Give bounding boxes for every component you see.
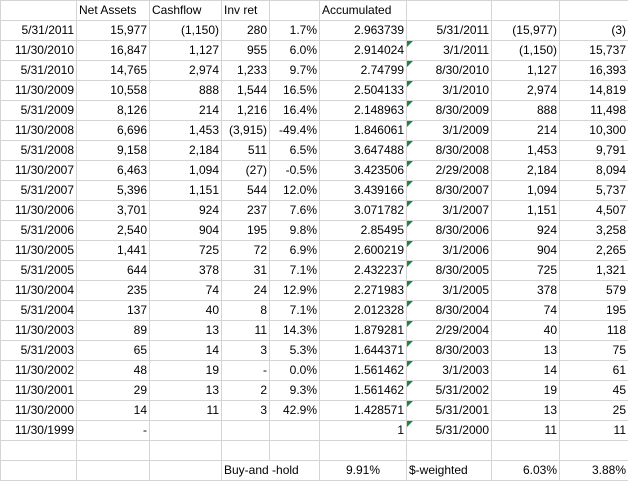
cashflow-cell[interactable]: 888 bbox=[150, 81, 222, 101]
flow-date-cell[interactable]: 8/30/2008 bbox=[407, 141, 492, 161]
flow-amount-cell[interactable]: (15,977) bbox=[492, 21, 560, 41]
running-value-cell[interactable]: 3,258 bbox=[560, 221, 628, 241]
return-pct-cell[interactable]: 7.1% bbox=[270, 261, 320, 281]
running-value-cell[interactable]: 5,737 bbox=[560, 181, 628, 201]
inv-ret-cell[interactable]: 8 bbox=[222, 301, 270, 321]
running-value-cell[interactable]: 9,791 bbox=[560, 141, 628, 161]
header-cell[interactable] bbox=[407, 1, 492, 21]
header-cell[interactable] bbox=[270, 1, 320, 21]
inv-ret-cell[interactable]: 2 bbox=[222, 381, 270, 401]
table-row bbox=[1, 241, 628, 261]
running-value-cell[interactable]: 16,393 bbox=[560, 61, 628, 81]
inv-ret-cell[interactable]: 511 bbox=[222, 141, 270, 161]
flow-date-cell[interactable]: 5/31/2001 bbox=[407, 401, 492, 421]
empty-cell[interactable] bbox=[150, 461, 222, 481]
return-pct-cell[interactable]: 9.7% bbox=[270, 61, 320, 81]
date-cell[interactable]: 11/30/1999 bbox=[1, 421, 77, 441]
empty-cell[interactable] bbox=[77, 461, 150, 481]
difference-value[interactable]: 3.88% bbox=[560, 461, 628, 481]
flow-date-cell[interactable]: 5/31/2002 bbox=[407, 381, 492, 401]
running-value-cell[interactable]: 14,819 bbox=[560, 81, 628, 101]
return-pct-cell[interactable]: 6.5% bbox=[270, 141, 320, 161]
running-value-cell[interactable]: 15,737 bbox=[560, 41, 628, 61]
running-value-cell[interactable]: 75 bbox=[560, 341, 628, 361]
accumulated-cell[interactable]: 2.914024 bbox=[320, 41, 407, 61]
inv-ret-cell[interactable]: (27) bbox=[222, 161, 270, 181]
accumulated-cell[interactable]: 3.647488 bbox=[320, 141, 407, 161]
flow-amount-cell[interactable]: 11 bbox=[492, 421, 560, 441]
date-cell[interactable]: 5/31/2004 bbox=[1, 301, 77, 321]
flow-date-cell[interactable]: 3/1/2003 bbox=[407, 361, 492, 381]
table-row bbox=[1, 261, 628, 281]
flow-date-cell[interactable]: 8/30/2003 bbox=[407, 341, 492, 361]
date-cell[interactable]: 11/30/2000 bbox=[1, 401, 77, 421]
return-pct-cell[interactable]: 12.0% bbox=[270, 181, 320, 201]
inv-ret-cell[interactable]: 1,216 bbox=[222, 101, 270, 121]
flow-date-cell[interactable]: 5/31/2000 bbox=[407, 421, 492, 441]
cashflow-cell[interactable]: 11 bbox=[150, 401, 222, 421]
inv-ret-cell[interactable]: 31 bbox=[222, 261, 270, 281]
data-rows bbox=[1, 21, 628, 441]
empty-cell[interactable] bbox=[270, 441, 320, 461]
return-pct-cell[interactable]: 9.3% bbox=[270, 381, 320, 401]
flow-amount-cell[interactable]: 888 bbox=[492, 101, 560, 121]
cashflow-cell[interactable]: 214 bbox=[150, 101, 222, 121]
net-assets-cell[interactable]: 6,696 bbox=[77, 121, 150, 141]
inv-ret-cell[interactable]: 1,233 bbox=[222, 61, 270, 81]
return-pct-cell[interactable]: -49.4% bbox=[270, 121, 320, 141]
flow-amount-cell[interactable]: 924 bbox=[492, 221, 560, 241]
date-cell[interactable]: 5/31/2006 bbox=[1, 221, 77, 241]
table-row bbox=[1, 421, 628, 441]
cashflow-cell[interactable]: 378 bbox=[150, 261, 222, 281]
running-value-cell[interactable]: 11,498 bbox=[560, 101, 628, 121]
cashflow-cell[interactable]: 1,151 bbox=[150, 181, 222, 201]
return-pct-cell[interactable]: 14.3% bbox=[270, 321, 320, 341]
net-assets-cell[interactable]: - bbox=[77, 421, 150, 441]
flow-date-cell[interactable]: 3/1/2005 bbox=[407, 281, 492, 301]
inv-ret-cell[interactable]: 195 bbox=[222, 221, 270, 241]
net-assets-cell[interactable]: 2,540 bbox=[77, 221, 150, 241]
header-cell[interactable] bbox=[560, 1, 628, 21]
date-cell[interactable]: 11/30/2006 bbox=[1, 201, 77, 221]
return-pct-cell[interactable]: 0.0% bbox=[270, 361, 320, 381]
cashflow-cell[interactable]: 13 bbox=[150, 381, 222, 401]
flow-amount-cell[interactable]: 1,094 bbox=[492, 181, 560, 201]
flow-amount-cell[interactable]: 13 bbox=[492, 401, 560, 421]
inv-ret-cell[interactable]: - bbox=[222, 361, 270, 381]
flow-date-cell[interactable]: 8/30/2006 bbox=[407, 221, 492, 241]
flow-date-cell[interactable]: 8/30/2009 bbox=[407, 101, 492, 121]
net-assets-cell[interactable]: 644 bbox=[77, 261, 150, 281]
running-value-cell[interactable]: 195 bbox=[560, 301, 628, 321]
return-pct-cell[interactable]: 7.1% bbox=[270, 301, 320, 321]
accumulated-cell[interactable]: 3.071782 bbox=[320, 201, 407, 221]
table-row bbox=[1, 141, 628, 161]
flow-amount-cell[interactable]: 1,151 bbox=[492, 201, 560, 221]
cashflow-cell[interactable]: 74 bbox=[150, 281, 222, 301]
empty-cell[interactable] bbox=[560, 441, 628, 461]
net-assets-cell[interactable]: 8,126 bbox=[77, 101, 150, 121]
flow-amount-cell[interactable]: 1,453 bbox=[492, 141, 560, 161]
date-cell[interactable]: 11/30/2003 bbox=[1, 321, 77, 341]
date-cell[interactable]: 11/30/2001 bbox=[1, 381, 77, 401]
header-net-assets[interactable]: Net Assets bbox=[77, 1, 150, 21]
empty-cell[interactable] bbox=[77, 441, 150, 461]
running-value-cell[interactable]: 1,321 bbox=[560, 261, 628, 281]
table-row bbox=[1, 81, 628, 101]
running-value-cell[interactable]: 8,094 bbox=[560, 161, 628, 181]
table-row bbox=[1, 61, 628, 81]
flow-amount-cell[interactable]: 2,184 bbox=[492, 161, 560, 181]
flow-date-cell[interactable]: 3/1/2009 bbox=[407, 121, 492, 141]
empty-cell[interactable] bbox=[1, 441, 77, 461]
table-row bbox=[1, 381, 628, 401]
accumulated-cell[interactable]: 1.879281 bbox=[320, 321, 407, 341]
summary-row bbox=[1, 461, 628, 481]
table-row bbox=[1, 341, 628, 361]
net-assets-cell[interactable]: 9,158 bbox=[77, 141, 150, 161]
inv-ret-cell[interactable]: 1,544 bbox=[222, 81, 270, 101]
net-assets-cell[interactable]: 5,396 bbox=[77, 181, 150, 201]
net-assets-cell[interactable]: 6,463 bbox=[77, 161, 150, 181]
accumulated-cell[interactable]: 2.504133 bbox=[320, 81, 407, 101]
return-pct-cell[interactable]: 12.9% bbox=[270, 281, 320, 301]
header-cell[interactable] bbox=[1, 1, 77, 21]
net-assets-cell[interactable]: 65 bbox=[77, 341, 150, 361]
flow-amount-cell[interactable]: 40 bbox=[492, 321, 560, 341]
flow-date-cell[interactable]: 8/30/2005 bbox=[407, 261, 492, 281]
flow-amount-cell[interactable]: 14 bbox=[492, 361, 560, 381]
return-pct-cell[interactable] bbox=[270, 421, 320, 441]
cashflow-cell[interactable]: 2,974 bbox=[150, 61, 222, 81]
running-value-cell[interactable]: 61 bbox=[560, 361, 628, 381]
empty-cell[interactable] bbox=[492, 441, 560, 461]
header-cashflow[interactable]: Cashflow bbox=[150, 1, 222, 21]
cashflow-cell[interactable]: 13 bbox=[150, 321, 222, 341]
flow-amount-cell[interactable]: 19 bbox=[492, 381, 560, 401]
table-row bbox=[1, 281, 628, 301]
table-row bbox=[1, 201, 628, 221]
net-assets-cell[interactable]: 15,977 bbox=[77, 21, 150, 41]
net-assets-cell[interactable]: 29 bbox=[77, 381, 150, 401]
accumulated-cell[interactable]: 2.432237 bbox=[320, 261, 407, 281]
cashflow-cell[interactable]: 725 bbox=[150, 241, 222, 261]
inv-ret-cell[interactable]: 72 bbox=[222, 241, 270, 261]
flow-date-cell[interactable]: 8/30/2007 bbox=[407, 181, 492, 201]
date-cell[interactable]: 11/30/2004 bbox=[1, 281, 77, 301]
running-value-cell[interactable]: 579 bbox=[560, 281, 628, 301]
table-row bbox=[1, 21, 628, 41]
net-assets-cell[interactable]: 89 bbox=[77, 321, 150, 341]
accumulated-cell[interactable]: 2.600219 bbox=[320, 241, 407, 261]
return-pct-cell[interactable]: 6.0% bbox=[270, 41, 320, 61]
date-cell[interactable]: 11/30/2005 bbox=[1, 241, 77, 261]
empty-cell[interactable] bbox=[222, 441, 270, 461]
date-cell[interactable]: 5/31/2005 bbox=[1, 261, 77, 281]
date-cell[interactable]: 11/30/2002 bbox=[1, 361, 77, 381]
dollar-weighted-label[interactable]: $-weighted bbox=[407, 461, 492, 481]
cashflow-cell[interactable] bbox=[150, 421, 222, 441]
flow-amount-cell[interactable]: 214 bbox=[492, 121, 560, 141]
inv-ret-cell[interactable] bbox=[222, 421, 270, 441]
accumulated-cell[interactable]: 1.561462 bbox=[320, 381, 407, 401]
flow-amount-cell[interactable]: 1,127 bbox=[492, 61, 560, 81]
empty-cell[interactable] bbox=[1, 461, 77, 481]
running-value-cell[interactable]: 2,265 bbox=[560, 241, 628, 261]
table-row bbox=[1, 181, 628, 201]
return-pct-cell[interactable]: 6.9% bbox=[270, 241, 320, 261]
flow-amount-cell[interactable]: (1,150) bbox=[492, 41, 560, 61]
date-cell[interactable]: 11/30/2008 bbox=[1, 121, 77, 141]
empty-cell[interactable] bbox=[407, 441, 492, 461]
table-row bbox=[1, 41, 628, 61]
date-cell[interactable]: 11/30/2007 bbox=[1, 161, 77, 181]
accumulated-cell[interactable]: 2.012328 bbox=[320, 301, 407, 321]
flow-date-cell[interactable]: 3/1/2006 bbox=[407, 241, 492, 261]
flow-date-cell[interactable]: 5/31/2011 bbox=[407, 21, 492, 41]
cashflow-cell[interactable]: 924 bbox=[150, 201, 222, 221]
running-value-cell[interactable]: 4,507 bbox=[560, 201, 628, 221]
table-row bbox=[1, 161, 628, 181]
table-row bbox=[1, 301, 628, 321]
net-assets-cell[interactable]: 235 bbox=[77, 281, 150, 301]
table-row bbox=[1, 101, 628, 121]
date-cell[interactable]: 5/31/2009 bbox=[1, 101, 77, 121]
date-cell[interactable]: 11/30/2010 bbox=[1, 41, 77, 61]
cashflow-cell[interactable]: 19 bbox=[150, 361, 222, 381]
running-value-cell[interactable]: 45 bbox=[560, 381, 628, 401]
accumulated-cell[interactable]: 2.271983 bbox=[320, 281, 407, 301]
accumulated-cell[interactable]: 1.846061 bbox=[320, 121, 407, 141]
accumulated-cell[interactable]: 1.644371 bbox=[320, 341, 407, 361]
return-pct-cell[interactable]: 16.5% bbox=[270, 81, 320, 101]
cashflow-cell[interactable]: 904 bbox=[150, 221, 222, 241]
running-value-cell[interactable]: 11 bbox=[560, 421, 628, 441]
cashflow-cell[interactable]: 1,127 bbox=[150, 41, 222, 61]
return-pct-cell[interactable]: 5.3% bbox=[270, 341, 320, 361]
flow-amount-cell[interactable]: 74 bbox=[492, 301, 560, 321]
net-assets-cell[interactable]: 3,701 bbox=[77, 201, 150, 221]
net-assets-cell[interactable]: 1,441 bbox=[77, 241, 150, 261]
return-pct-cell[interactable]: -0.5% bbox=[270, 161, 320, 181]
flow-date-cell[interactable]: 3/1/2007 bbox=[407, 201, 492, 221]
date-cell[interactable]: 5/31/2008 bbox=[1, 141, 77, 161]
cashflow-cell[interactable]: 1,094 bbox=[150, 161, 222, 181]
empty-cell[interactable] bbox=[320, 441, 407, 461]
inv-ret-cell[interactable]: 3 bbox=[222, 341, 270, 361]
date-cell[interactable]: 5/31/2010 bbox=[1, 61, 77, 81]
empty-cell[interactable] bbox=[150, 441, 222, 461]
header-inv-ret[interactable]: Inv ret bbox=[222, 1, 270, 21]
inv-ret-cell[interactable]: 11 bbox=[222, 321, 270, 341]
cashflow-cell[interactable]: 2,184 bbox=[150, 141, 222, 161]
inv-ret-cell[interactable]: 24 bbox=[222, 281, 270, 301]
flow-date-cell[interactable]: 2/29/2004 bbox=[407, 321, 492, 341]
flow-amount-cell[interactable]: 725 bbox=[492, 261, 560, 281]
accumulated-cell[interactable]: 2.963739 bbox=[320, 21, 407, 41]
dollar-weighted-value[interactable]: 6.03% bbox=[492, 461, 560, 481]
return-pct-cell[interactable]: 7.6% bbox=[270, 201, 320, 221]
flow-date-cell[interactable]: 2/29/2008 bbox=[407, 161, 492, 181]
running-value-cell[interactable]: 25 bbox=[560, 401, 628, 421]
flow-date-cell[interactable]: 8/30/2010 bbox=[407, 61, 492, 81]
running-value-cell[interactable]: 118 bbox=[560, 321, 628, 341]
buy-hold-label[interactable]: Buy-and -hold bbox=[222, 461, 320, 481]
return-pct-cell[interactable]: 16.4% bbox=[270, 101, 320, 121]
net-assets-cell[interactable]: 137 bbox=[77, 301, 150, 321]
net-assets-cell[interactable]: 14,765 bbox=[77, 61, 150, 81]
net-assets-cell[interactable]: 14 bbox=[77, 401, 150, 421]
accumulated-cell[interactable]: 3.439166 bbox=[320, 181, 407, 201]
running-value-cell[interactable]: 10,300 bbox=[560, 121, 628, 141]
table-row bbox=[1, 121, 628, 141]
date-cell[interactable]: 5/31/2007 bbox=[1, 181, 77, 201]
header-accumulated[interactable]: Accumulated bbox=[320, 1, 407, 21]
inv-ret-cell[interactable]: 237 bbox=[222, 201, 270, 221]
net-assets-cell[interactable]: 16,847 bbox=[77, 41, 150, 61]
flow-amount-cell[interactable]: 2,974 bbox=[492, 81, 560, 101]
return-pct-cell[interactable]: 1.7% bbox=[270, 21, 320, 41]
table-row bbox=[1, 321, 628, 341]
accumulated-cell[interactable]: 2.74799 bbox=[320, 61, 407, 81]
inv-ret-cell[interactable]: 3 bbox=[222, 401, 270, 421]
return-pct-cell[interactable]: 9.8% bbox=[270, 221, 320, 241]
cashflow-cell[interactable]: 1,453 bbox=[150, 121, 222, 141]
inv-ret-cell[interactable]: (3,915) bbox=[222, 121, 270, 141]
accumulated-cell[interactable]: 1.561462 bbox=[320, 361, 407, 381]
header-cell[interactable] bbox=[492, 1, 560, 21]
net-assets-cell[interactable]: 48 bbox=[77, 361, 150, 381]
return-pct-cell[interactable]: 42.9% bbox=[270, 401, 320, 421]
flow-date-cell[interactable]: 8/30/2004 bbox=[407, 301, 492, 321]
accumulated-cell[interactable]: 2.85495 bbox=[320, 221, 407, 241]
date-cell[interactable]: 11/30/2009 bbox=[1, 81, 77, 101]
buy-hold-value[interactable]: 9.91% bbox=[320, 461, 407, 481]
table-row bbox=[1, 361, 628, 381]
accumulated-cell[interactable]: 1.428571 bbox=[320, 401, 407, 421]
flow-date-cell[interactable]: 3/1/2010 bbox=[407, 81, 492, 101]
flow-amount-cell[interactable]: 13 bbox=[492, 341, 560, 361]
inv-ret-cell[interactable]: 955 bbox=[222, 41, 270, 61]
date-cell[interactable]: 5/31/2011 bbox=[1, 21, 77, 41]
cashflow-cell[interactable]: 14 bbox=[150, 341, 222, 361]
date-cell[interactable]: 5/31/2003 bbox=[1, 341, 77, 361]
table-row bbox=[1, 401, 628, 421]
net-assets-cell[interactable]: 10,558 bbox=[77, 81, 150, 101]
header-row bbox=[1, 1, 628, 21]
cashflow-cell[interactable]: 40 bbox=[150, 301, 222, 321]
running-value-cell[interactable]: (3) bbox=[560, 21, 628, 41]
flow-amount-cell[interactable]: 904 bbox=[492, 241, 560, 261]
table-row bbox=[1, 221, 628, 241]
flow-amount-cell[interactable]: 378 bbox=[492, 281, 560, 301]
inv-ret-cell[interactable]: 280 bbox=[222, 21, 270, 41]
cashflow-cell[interactable]: (1,150) bbox=[150, 21, 222, 41]
inv-ret-cell[interactable]: 544 bbox=[222, 181, 270, 201]
accumulated-cell[interactable]: 1 bbox=[320, 421, 407, 441]
flow-date-cell[interactable]: 3/1/2011 bbox=[407, 41, 492, 61]
blank-row bbox=[1, 441, 628, 461]
accumulated-cell[interactable]: 3.423506 bbox=[320, 161, 407, 181]
accumulated-cell[interactable]: 2.148963 bbox=[320, 101, 407, 121]
